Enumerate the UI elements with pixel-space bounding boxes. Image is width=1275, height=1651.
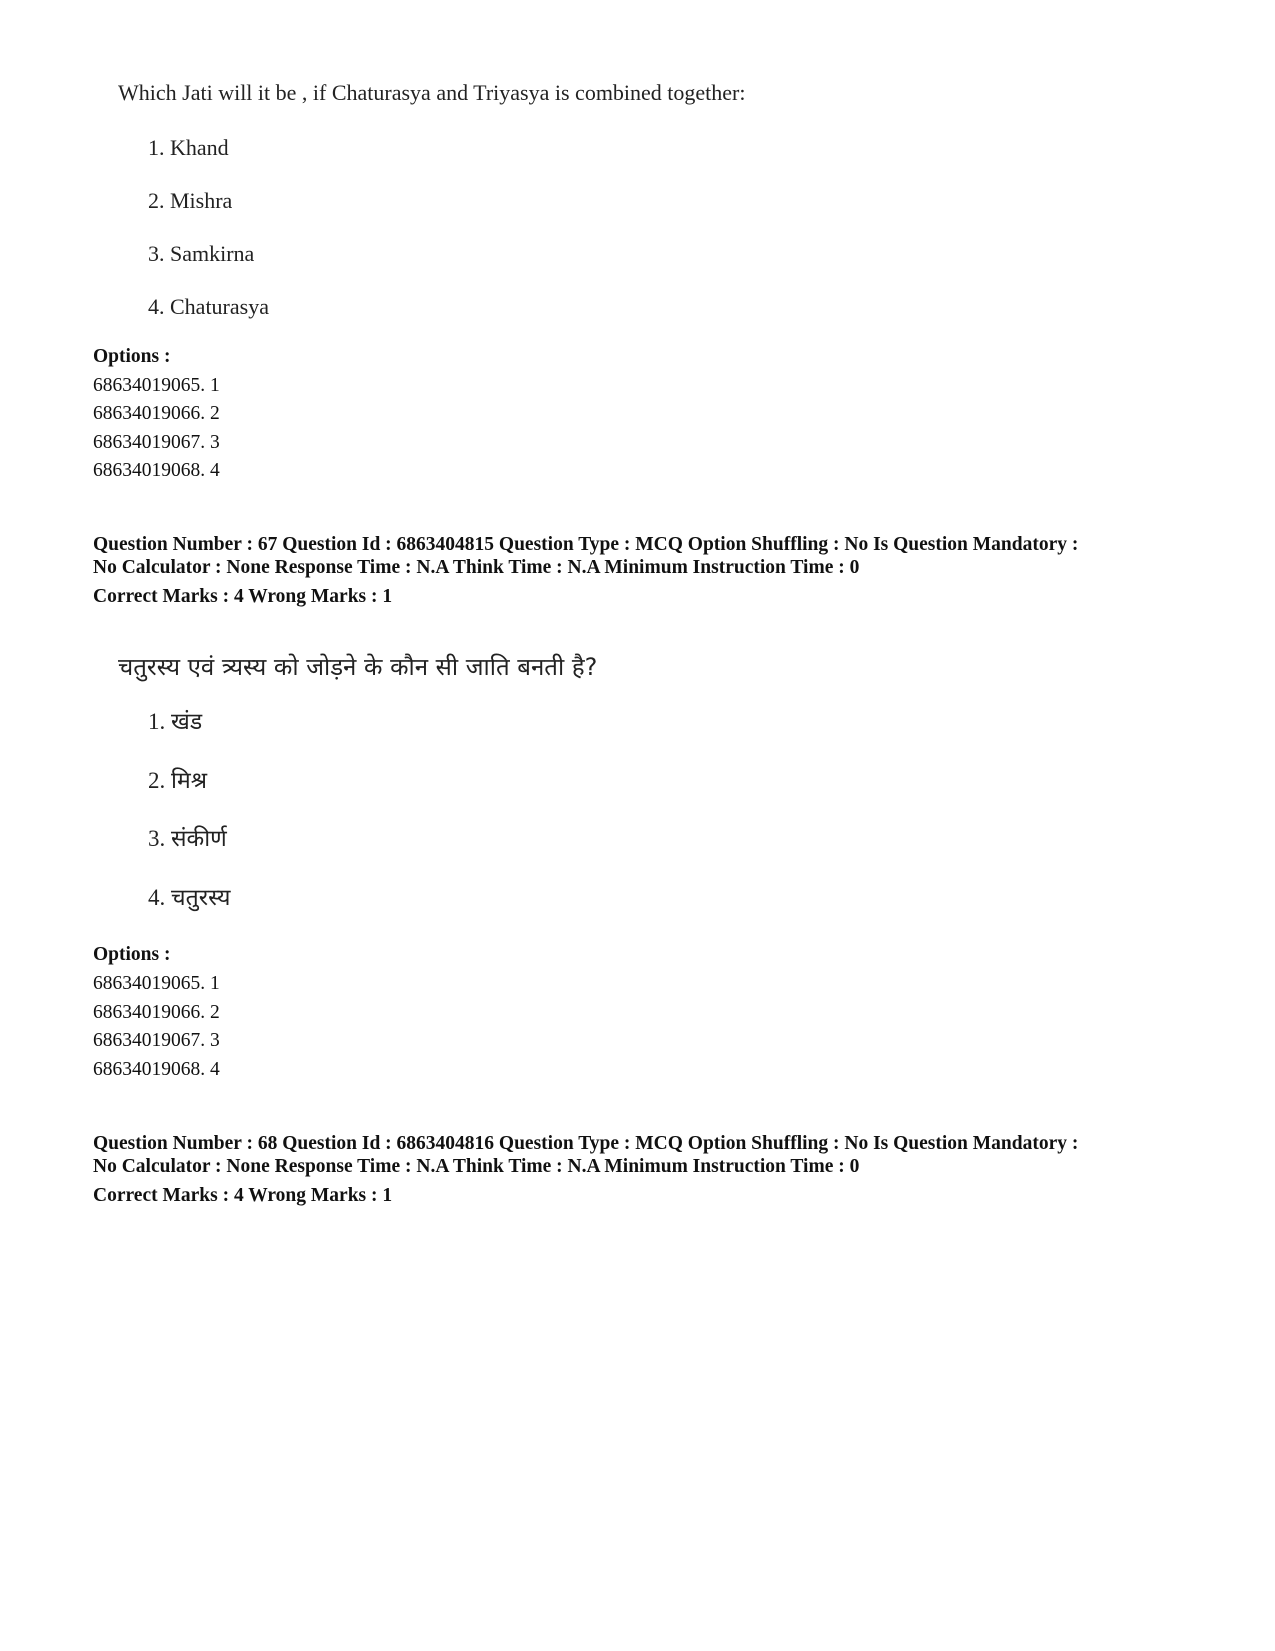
option-code-3: 68634019067. 3	[93, 432, 220, 453]
question-67-meta-line2: No Calculator : None Response Time : N.A Think Time : N.A Minimum Instruction Time : 0	[93, 557, 860, 578]
question-67-marks: Correct Marks : 4 Wrong Marks : 1	[93, 586, 393, 607]
choice-2: 2. Mishra	[148, 188, 233, 213]
choice-4	[148, 883, 230, 913]
choice-4: 4. Chaturasya	[148, 294, 269, 319]
option-code-2: 68634019066. 2	[93, 403, 220, 424]
choice-3	[148, 824, 227, 854]
option-code-3: 68634019067. 3	[93, 1030, 220, 1051]
choice-1: 1. Khand	[148, 135, 229, 160]
option-code-4: 68634019068. 4	[93, 460, 220, 481]
choice-number: 2.	[148, 768, 166, 793]
question-67-meta-line1: Question Number : 67 Question Id : 6863404815 Question Type : MCQ Option Shuffling : No Is Question Mandatory :	[93, 534, 1079, 555]
question-68-marks: Correct Marks : 4 Wrong Marks : 1	[93, 1185, 393, 1206]
option-code-1: 68634019065. 1	[93, 375, 220, 396]
choice-label: मिश्र	[171, 768, 207, 794]
choice-label: चतुरस्य	[171, 885, 231, 911]
question-68-meta-line1: Question Number : 68 Question Id : 6863404816 Question Type : MCQ Option Shuffling : No Is Question Mandatory :	[93, 1133, 1079, 1154]
choice-1	[148, 707, 202, 737]
choice-2	[148, 766, 207, 796]
choice-number: 3.	[148, 826, 166, 851]
option-code-1: 68634019065. 1	[93, 973, 220, 994]
choice-number: 4.	[148, 885, 166, 910]
options-label: Options :	[93, 944, 171, 965]
option-code-4: 68634019068. 4	[93, 1059, 220, 1080]
choice-label: संकीर्ण	[171, 826, 227, 852]
option-code-2: 68634019066. 2	[93, 1002, 220, 1023]
choice-number: 1.	[148, 709, 166, 734]
question-67-text: चतुरस्य एवं त्र्यस्य को जोड़ने के कौन सी जाति बनती है?	[118, 653, 598, 681]
options-label: Options :	[93, 346, 171, 367]
choice-3: 3. Samkirna	[148, 241, 255, 266]
question-66-text: Which Jati will it be , if Chaturasya and Triyasya is combined together:	[118, 80, 746, 105]
question-68-meta-line2: No Calculator : None Response Time : N.A Think Time : N.A Minimum Instruction Time : 0	[93, 1156, 860, 1177]
choice-label: खंड	[171, 709, 203, 735]
